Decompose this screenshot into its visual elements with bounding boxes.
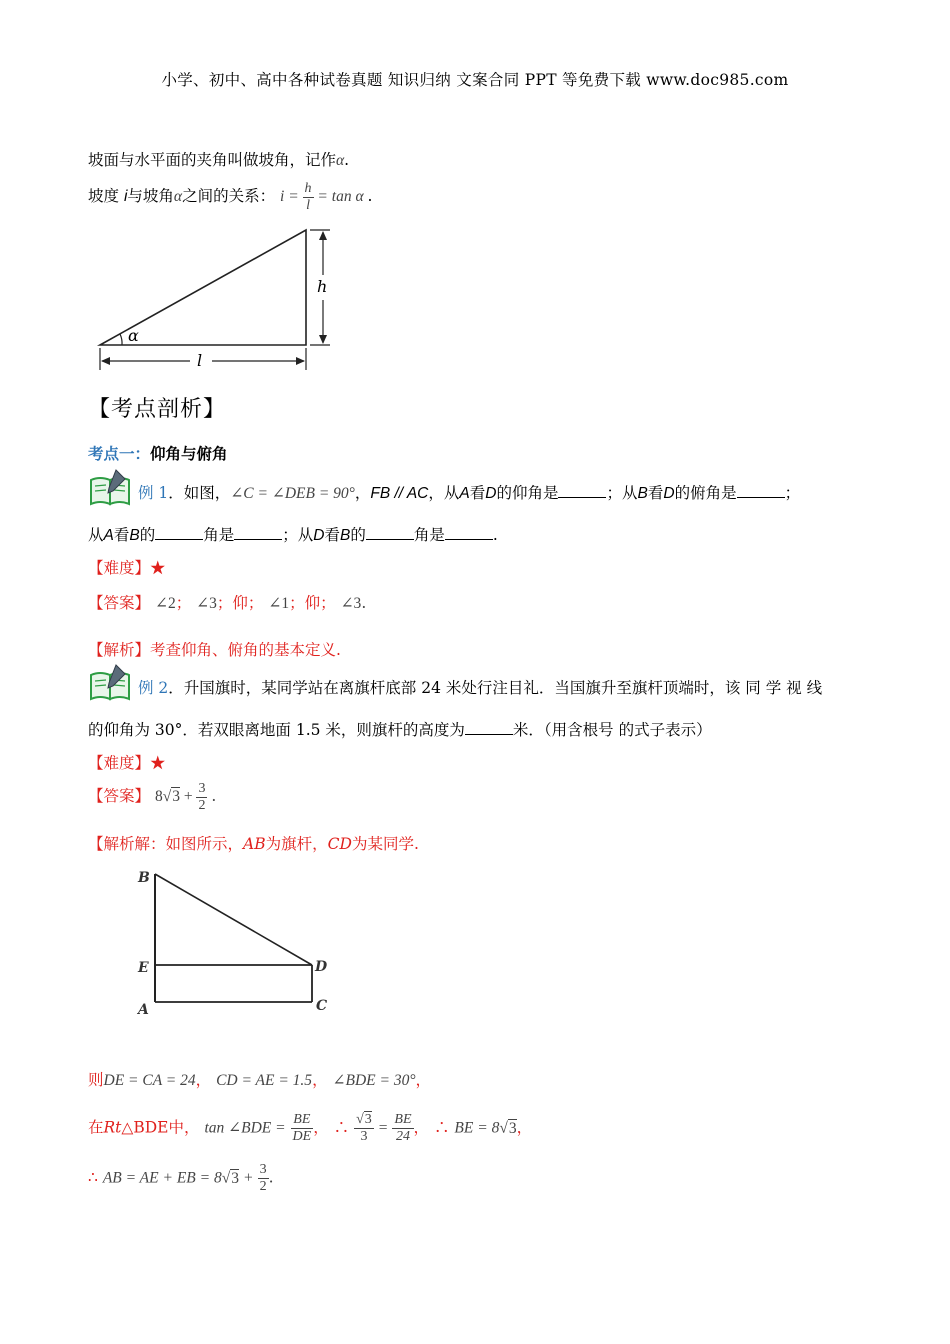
slope-triangle-figure (90, 220, 350, 380)
solution-line-2: 在Rt△BDE中， tan ∠BDE = $\frac{BE}{DE}$ ， ∴ $\frac{√3}{3}$ = $\frac{BE}{24}$ ， ∴ BE = 8√3， (88, 1112, 533, 1145)
example2-difficulty: 【难度】★ (88, 754, 166, 772)
solution-line-3: ∴ AB = AE + EB = 8√3 + $\frac{3}{2}$ . (88, 1162, 274, 1195)
flagpole-figure (130, 862, 340, 1022)
page-header: 小学、初中、高中各种试卷真题 知识归纳 文案合同 PPT 等免费下载 www.doc985.com (161, 71, 789, 89)
book-pencil-icon (88, 663, 134, 703)
sight-line-BD (155, 874, 312, 965)
intro-line-1: 坡面与水平面的夹角叫做坡角，记作α. (88, 151, 350, 169)
book-pencil-icon (88, 468, 134, 508)
example2-analysis: 【解析解：如图所示，AB为旗杆，CD为某同学. (88, 835, 419, 853)
angle-arc (120, 334, 122, 345)
alpha-label: α (128, 326, 139, 345)
l-label: l (197, 351, 203, 370)
example1-difficulty: 【难度】★ (88, 559, 166, 577)
h-label: h (317, 277, 328, 296)
example1-line-2: 从A看B的 角是 ；从D看B的 角是 . (88, 526, 498, 544)
label-D: D (315, 959, 328, 975)
solution-line-1: 则DE = CA = 24， CD = AE = 1.5， ∠BDE = 30°， (88, 1071, 432, 1089)
intro-line-2: 坡度 i与坡角α之间的关系： i = $\frac{h}{l}$ = tan α . (88, 181, 373, 214)
label-E: E (138, 960, 149, 976)
example1-answer: 【答案】 ∠2； ∠3；仰； ∠1；仰； ∠3. (88, 594, 367, 612)
example2-line-1: 例 2．升国旗时，某同学站在离旗杆底部 24 米处行注目礼．当国旗升至旗杆顶端时，该 同 学 视 线 (138, 679, 823, 697)
example1-line-1: 例 1．如图，∠C = ∠DEB = 90°，FB // AC，从A看D的仰角是 ；从B看D的俯角是 ； (138, 484, 801, 502)
label-A: A (138, 1002, 149, 1018)
example2-line-2: 的仰角为 30°．若双眼离地面 1.5 米，则旗杆的高度为 米．（用含根号 的式子表示） (88, 721, 712, 739)
label-B: B (138, 870, 150, 886)
example1-analysis: 【解析】考查仰角、俯角的基本定义. (88, 641, 341, 659)
topic-heading: 考点一：仰角与俯角 (88, 444, 228, 463)
label-C: C (316, 998, 328, 1014)
section-title: 【考点剖析】 (88, 397, 227, 422)
example2-answer: 【答案】 8√3 + $\frac{3}{2}$ . (88, 781, 217, 814)
slope-formula: i = $\frac{h}{l}$ = tan α (280, 181, 364, 214)
